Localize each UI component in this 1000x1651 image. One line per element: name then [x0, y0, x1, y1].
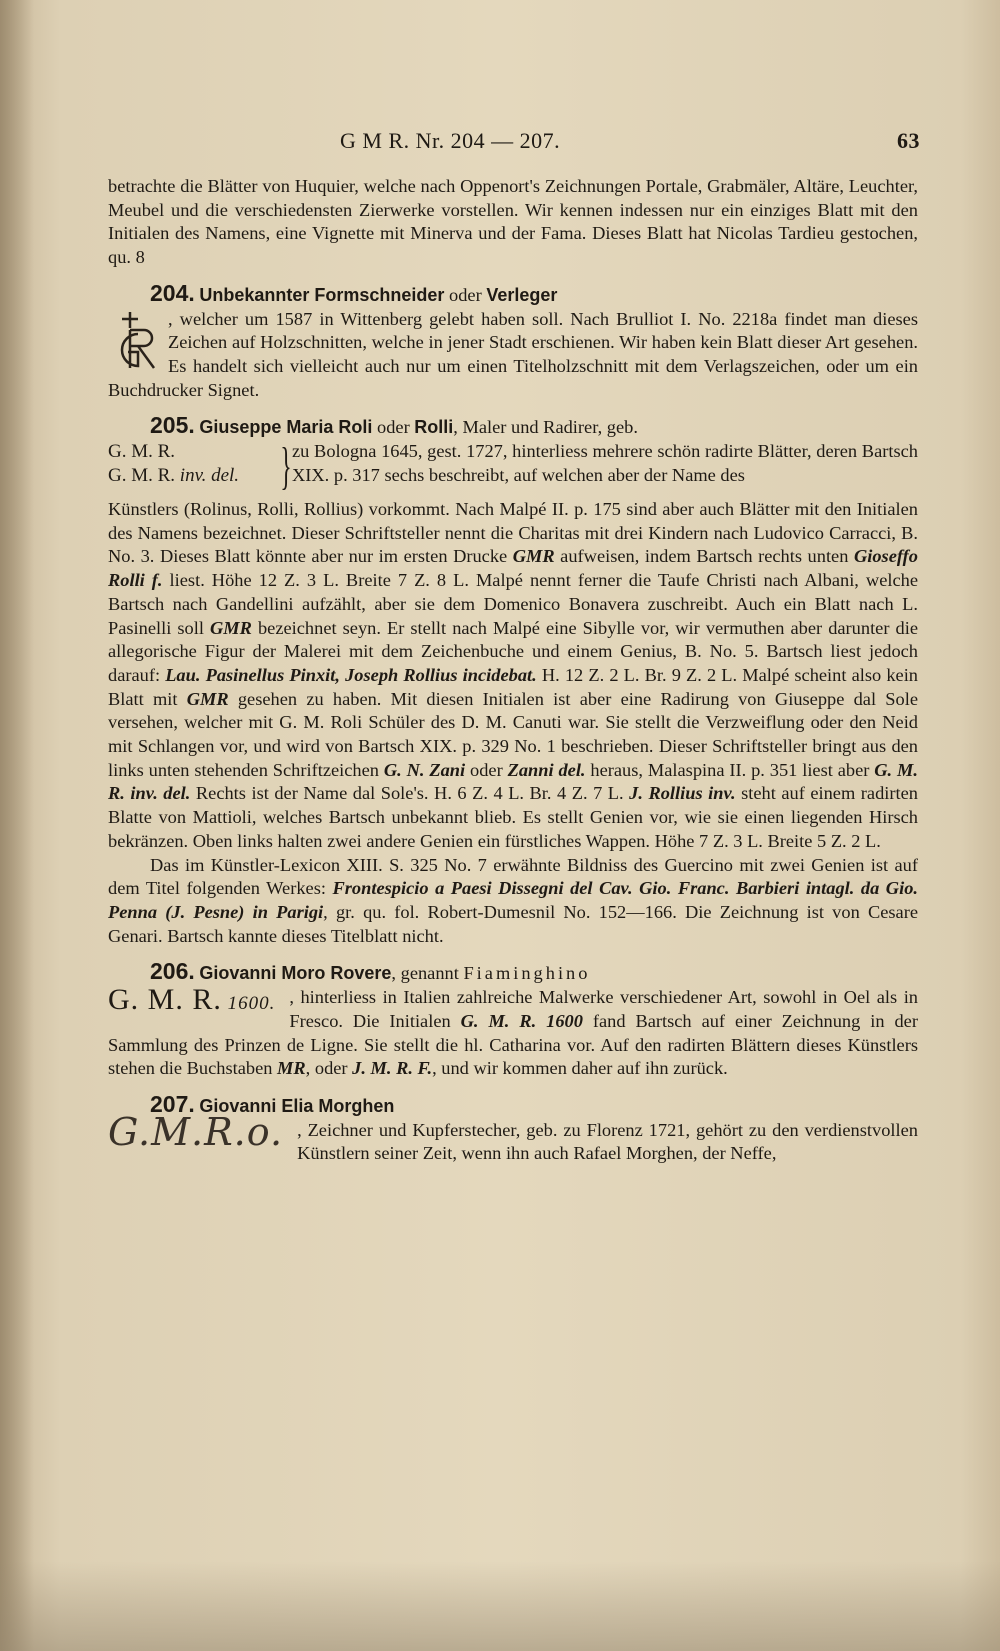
entry-206 [108, 960, 918, 986]
entry-207 [108, 1090, 918, 1119]
entry-text: , welcher um 1587 in Wittenberg gelebt haben soll. Nach Brulliot I. No. 2218a findet man dieses Zeichen auf Holzschnitten, welche in jener Stadt erschienen. Wir haben kein Blatt dieser Art gesehen. Es handelt sich vielleicht auch nur um einen Titelholzschnitt mit dem Verlagszeichen, oder um ein Buchdrucker Signet. [108, 308, 918, 400]
entry-205-note: Das im Künstler-Lexicon XIII. S. 325 No. 7 erwähnte Bildniss des Guercino mit zwei Genien ist auf dem Titel folgenden Werkes: Frontespicio a Paesi Dissegni del Cav. Gio. Franc. Barbieri intagl. da Gio. Penna (J. Pesne) in Parigi, gr. qu. fol. Robert-Dumesnil No. 152—166. Die Zeichnung ist von Cesare Genari. Bartsch kannte dieses Titelblatt nicht. [108, 854, 918, 946]
page-number: 63 [897, 128, 920, 153]
page-bottom-shade [0, 1561, 1000, 1651]
intro-paragraph: betrachte die Blätter von Huquier, welche nach Oppenort's Zeichnungen Portale, Grabmäler, Altäre, Leuchter, Meubel und die verschiedensten Zierwerke vorstellen. Wir kennen indessen nur ein einziges Blatt mit den Initialen des Namens, eine Vignette mit Minerva und der Fama. Dieses Blatt hat Nicolas Tardieu gestochen, qu. 8 [108, 176, 918, 268]
artist-name-alt: Rolli [414, 417, 454, 438]
entry-lead: , genannt [391, 963, 464, 984]
mark-gmr-inv [108, 464, 276, 488]
body-text [108, 175, 918, 1166]
entry-lead: , Maler und Radirer, geb. [453, 417, 638, 438]
mark-suffix: inv. del. [179, 464, 240, 486]
running-title: G M R. Nr. 204 — 207. [340, 128, 561, 153]
entry-number: 206. [150, 958, 195, 985]
artist-name: Unbekannter Formschneider [199, 284, 445, 305]
entry-204-body [108, 308, 918, 403]
brace-glyph: } [280, 438, 292, 496]
page-header [340, 128, 920, 158]
entry-205 [108, 414, 918, 440]
artist-name: Giuseppe Maria Roli [199, 417, 373, 438]
entry-number: 205. [150, 412, 195, 439]
entry-205-body: Künstlers (Rolinus, Rolli, Rollius) vorkommt. Nach Malpé II. p. 175 sind aber auch Blätter mit den Initialen des Namens bezeichnet. Dieser Schriftsteller nennt die Charitas mit drei Kindern nach Ludovico Carracci, B. No. 3. Dieses Blatt könnte aber nur im ersten Drucke GMR aufweisen, indem Bartsch rechts unten Gioseffo Rolli f. liest. Höhe 12 Z. 3 L. Breite 7 Z. 8 L. Malpé nennt ferner die Taufe Christi nach Albani, welche Bartsch nach Gandellini aufzählt, aber sie dem Domenico Bonavera zuschreibt. Auch ein Blatt nach L. Pasinelli soll GMR bezeichnet seyn. Er stellt nach Malpé eine Sibylle vor, wir vermuthen aber darunter die allegorische Figur der Malerei mit dem Zeichenbuche und einem Genius, B. No. 5. Bartsch liest jedoch darauf: Lau. Pasinellus Pinxit, Joseph Rollius incidebat. H. 12 Z. 2 L. Br. 9 Z. 2 L. Malpé scheint also kein Blatt mit GMR gesehen zu haben. Mit diesen Initialen ist aber eine Radirung von Giuseppe dal Sole versehen, welcher mit G. M. Roli Schüler des D. M. Canuti war. Sie stellt die Verzweiflung oder den Neid mit Schlangen vor, und wird von Bartsch XIX. p. 329 No. 1 beschrieben. Dieser Schriftsteller bringt aus den links unten stehenden Schriftzeichen G. N. Zani oder Zanni del. heraus, Malaspina II. p. 351 liest aber G. M. R. inv. del. Rechts ist der Name dal Sole's. H. 6 Z. 4 L. Br. 4 Z. 7 L. J. Rollius inv. steht auf einem radirten Blatte von Mattioli, welches Bartsch unbekannt blieb. Es stellt Genien vor, wie sie einen liegenden Hirsch bekränzen. Oben links halten zwei andere Genien ein fürstliches Wappen. Höhe 7 Z. 3 L. Breite 5 Z. 2 L. [108, 499, 918, 851]
artist-name: Giovanni Elia Morghen [199, 1095, 395, 1116]
entry-number: 204. [150, 279, 195, 306]
mark-brace-block [108, 440, 918, 498]
mark-script-gmro: G.M.R.o. [108, 1109, 284, 1154]
artist-name-alt: Verleger [486, 284, 558, 305]
mark-gmr-1600: G. M. R. 1600. [108, 983, 276, 1017]
entry-text: , Zeichner und Kupferstecher, geb. zu Florenz 1721, gehört zu den verdienstvollen Künstlern seiner Zeit, wenn ihn auch Rafael Morghen, der Neffe, [297, 1119, 918, 1164]
mark-gmr: G. M. R. [108, 441, 176, 463]
conjunction: oder [372, 417, 415, 438]
monogram-gr-icon [104, 310, 160, 372]
entry-204 [108, 279, 918, 308]
mark-variants [108, 440, 276, 487]
brace-text: zu Bologna 1645, gest. 1727, hinterliess mehrere schön radirte Blätter, deren Bartsch XIX. p. 317 sechs beschreibt, auf welchen aber der Name des [292, 441, 918, 485]
artist-nickname: Fiaminghino [463, 963, 591, 984]
entry-207-body [108, 1109, 918, 1166]
mark-letters: G. M. R. [108, 464, 180, 486]
binding-shadow [0, 0, 34, 1651]
entry-206-body: G. M. R. 1600. , hinterliess in Italien zahlreiche Malwerke verschiedener Art, sowohl in Oel als in Fresco. Die Initialen G. M. R. 1600 fand Bartsch auf einer Zeichnung in der Sammlung des Prinzen de Ligne. Sie stellt die hl. Catharina vor. Auf den radirten Blättern dieses Künstlers stehen die Buchstaben MR, oder J. M. R. F., und wir kommen daher auf ihn zurück. [108, 983, 918, 1079]
artist-name: Giovanni Moro Rovere [199, 963, 392, 984]
entry-number: 207. [150, 1090, 195, 1117]
conjunction: oder [444, 284, 487, 305]
